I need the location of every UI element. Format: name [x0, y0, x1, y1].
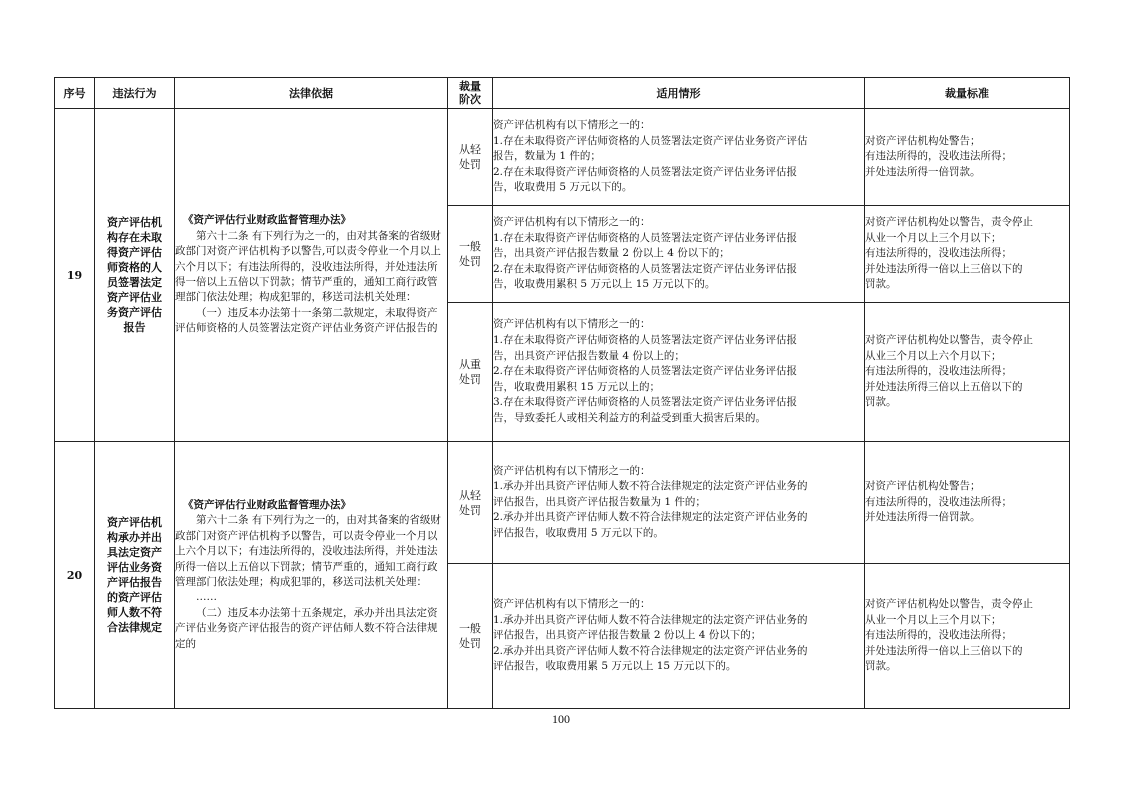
- header-no: 序号: [55, 78, 95, 109]
- header-level: 裁量 阶次: [448, 78, 493, 109]
- legal-basis: [175, 109, 448, 442]
- basis-paragraph: （一）违反本办法第十一条第二款规定，未取得资产评估师资格的人员签署法定资产评估业务资产评估报告的: [175, 306, 438, 335]
- basis-ellipsis: ……: [196, 591, 217, 604]
- header-basis: 法律依据: [175, 78, 448, 109]
- penalty-standard: 对资产评估机构处以警告，责令停止 从业一个月以上三个月以下； 有违法所得的，没收违法所得； 并处违法所得一倍以上三倍以下的 罚款。: [865, 206, 1070, 303]
- applicable-condition: 资产评估机构有以下情形之一的： 1.存在未取得资产评估师资格的人员签署法定资产评估业务评估报 告，出具资产评估报告数量 2 份以上 4 份以下的； 2.存在未取得资产评估师资格的人员签署法定资产评估业务评估报 告，收取费用累积 5 万元以上 15 万元以下的。: [493, 206, 865, 303]
- violation-act: 资产评估机 构存在未取 得资产评估 师资格的人 员签署法定 资产评估业 务资产评估 报告: [95, 109, 175, 442]
- row-number: 19: [55, 109, 95, 442]
- table-header-row: [55, 78, 1070, 109]
- applicable-condition: 资产评估机构有以下情形之一的： 1.存在未取得资产评估师资格的人员签署法定资产评估业务评估报 告，出具资产评估报告数量 4 份以上的； 2.存在未取得资产评估师资格的人员签署法定资产评估业务评估报 告，收取费用累积 15 万元以上的； 3.存在未取得资产评估师资格的人员签署法定资产评估业务评估报 告，导致委托人或相关利益方的利益受到重大损害后果的。: [493, 303, 865, 442]
- legal-basis: [175, 442, 448, 709]
- penalty-level: 一般 处罚: [448, 564, 493, 709]
- penalty-standard: 对资产评估机构处警告； 有违法所得的，没收违法所得； 并处违法所得一倍罚款。: [865, 442, 1070, 564]
- penalty-standard: 对资产评估机构处警告； 有违法所得的，没收违法所得； 并处违法所得一倍罚款。: [865, 109, 1070, 206]
- page-number: 100: [552, 712, 570, 726]
- penalty-level: 从轻 处罚: [448, 109, 493, 206]
- basis-title: 《资产评估行业财政监督管理办法》: [183, 214, 351, 227]
- applicable-condition: 资产评估机构有以下情形之一的： 1.承办并出具资产评估师人数不符合法律规定的法定资产评估业务的 评估报告，出具资产评估报告数量为 1 件的； 2.承办并出具资产评估师人数不符合法律规定的法定资产评估业务的 评估报告，收取费用 5 万元以下的。: [493, 442, 865, 564]
- table-row: [55, 109, 1070, 206]
- penalty-table: [54, 77, 1070, 709]
- header-std: 裁量标准: [865, 78, 1070, 109]
- applicable-condition: 资产评估机构有以下情形之一的： 1.存在未取得资产评估师资格的人员签署法定资产评估业务资产评估 报告，数量为 1 件的； 2.存在未取得资产评估师资格的人员签署法定资产评估业务评估报 告，收取费用 5 万元以下的。: [493, 109, 865, 206]
- basis-paragraph: 第六十二条 有下列行为之一的，由对其备案的省级财政部门对资产评估机构予以警告，可以责令停业一个月以上六个月以下；有违法所得的，没收违法所得，并处违法所得一倍以上五倍以下罚款；情节严重的，通知工商行政管理部门依法处理；构成犯罪的，移送司法机关处理：: [175, 514, 441, 588]
- basis-title: 《资产评估行业财政监督管理办法》: [183, 498, 351, 511]
- row-number: 20: [55, 442, 95, 709]
- penalty-standard: 对资产评估机构处以警告，责令停止 从业一个月以上三个月以下； 有违法所得的，没收违法所得； 并处违法所得一倍以上三倍以下的 罚款。: [865, 564, 1070, 709]
- penalty-standard: 对资产评估机构处以警告，责令停止 从业三个月以上六个月以下； 有违法所得的，没收违法所得； 并处违法所得三倍以上五倍以下的 罚款。: [865, 303, 1070, 442]
- header-act: 违法行为: [95, 78, 175, 109]
- penalty-level: 从重 处罚: [448, 303, 493, 442]
- applicable-condition: 资产评估机构有以下情形之一的： 1.承办并出具资产评估师人数不符合法律规定的法定资产评估业务的 评估报告，出具资产评估报告数量 2 份以上 4 份以下的； 2.承办并出具资产评估师人数不符合法律规定的法定资产评估业务的 评估报告，收取费用累 5 万元以上 15 万元以下的。: [493, 564, 865, 709]
- violation-act: 资产评估机 构承办并出 具法定资产 评估业务资 产评估报告 的资产评估 师人数不符 合法律规定: [95, 442, 175, 709]
- basis-paragraph: （二）违反本办法第十五条规定，承办并出具法定资产评估业务资产评估报告的资产评估师人数不符合法律规定的: [175, 606, 438, 650]
- header-cond: 适用情形: [493, 78, 865, 109]
- penalty-level: 一般 处罚: [448, 206, 493, 303]
- table-row: [55, 442, 1070, 564]
- penalty-level: 从轻 处罚: [448, 442, 493, 564]
- basis-paragraph: 第六十二条 有下列行为之一的，由对其备案的省级财政部门对资产评估机构予以警告,可以责令停业一个月以上六个月以下；有违法所得的，没收违法所得，并处违法所得一倍以上五倍以下罚款；情节严重的，通知工商行政管理部门依法处理；构成犯罪的，移送司法机关处理：: [175, 229, 441, 304]
